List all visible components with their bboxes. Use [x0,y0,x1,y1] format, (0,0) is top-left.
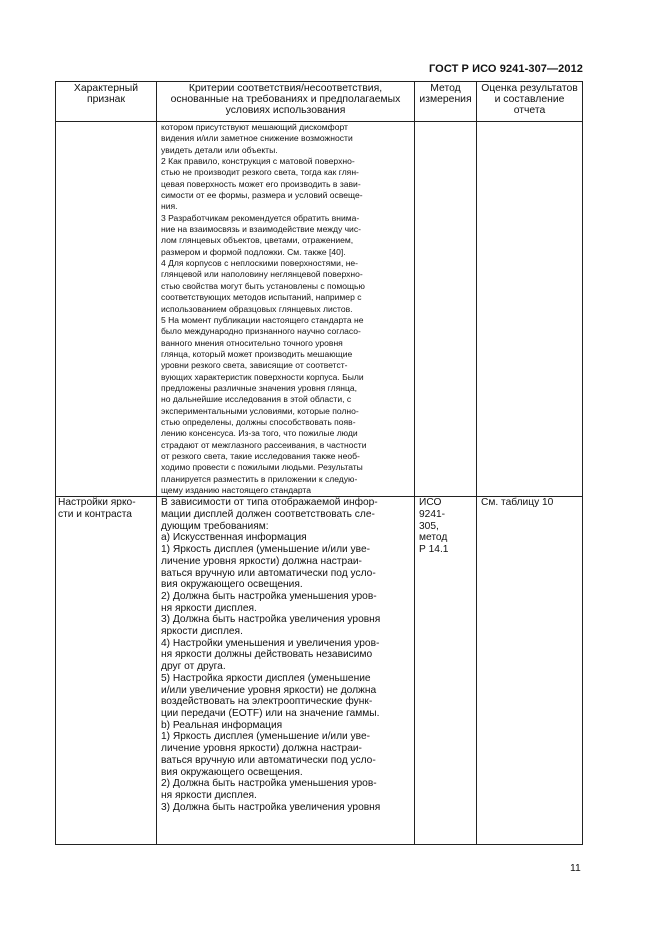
criteria-text-line: соответствующих методов испытаний, например с [161,292,362,303]
criteria-text-line: глянца, который может производить мешающие [161,348,353,359]
column-header-feature: Характерный признак [56,82,157,122]
method-text-line: ИСО [419,497,442,509]
criteria-text-line: В зависимости от типа отображаемой инфор- [161,497,378,509]
criteria-text-line: дующим требованиям: [161,520,269,532]
criteria-text-line: и/или увеличение уровня яркости) не должна [161,684,377,696]
page-number: 11 [570,863,581,874]
criteria-text-line: стью не производит резкого света, тогда как глян- [161,167,359,178]
criteria-text-line: личение уровня яркости) должна настраи- [161,555,362,567]
cell-feature-empty [56,122,157,497]
criteria-text-line: ня яркости дисплея. [161,789,257,801]
criteria-text-line: ня яркости должны действовать независимо [161,649,373,661]
feature-text-line: Настройки ярко- [58,497,136,509]
criteria-text-line: глянцевой или наполовину неглянцевой поверхно- [161,269,363,280]
criteria-text-line: 2) Должна быть настройка уменьшения уров- [161,590,377,602]
criteria-text-line: планируется разместить в приложении к следую- [161,473,358,484]
method-text-line: 9241- [419,509,446,521]
criteria-text-line: симости от ее формы, размера и условий освеще- [161,190,363,201]
criteria-text-line: от резкого света, такие исследования также необ- [161,450,360,461]
criteria-text-line: 1) Яркость дисплея (уменьшение и/или уве- [161,544,371,556]
criteria-text-line: 4) Настройки уменьшения и увеличения уров- [161,637,380,649]
criteria-text-line: вующих характеристик поверхности корпуса. Были [161,371,364,382]
criteria-text-line: 3 Разработчикам рекомендуется обратить внима- [161,212,360,223]
criteria-text-line: ня яркости дисплея. [161,602,257,614]
cell-criteria-gloss [157,122,415,497]
cell-feature-brightness [56,497,157,845]
cell-criteria-brightness [157,497,415,845]
criteria-text-line: щему изданию настоящего стандарта [161,485,311,495]
criteria-text-line: вия окружающего освещения. [161,579,303,591]
table-row-brightness [56,497,583,845]
method-text-line: 305, [419,520,439,532]
criteria-text-line: цевая поверхность может его производить в зави- [161,178,361,189]
table-row-gloss [56,122,583,497]
criteria-text-line: воздействовать на электрооптические функ- [161,696,373,708]
criteria-text-line: друг от друга. [161,661,226,673]
cell-method-empty [415,122,477,497]
column-header-method: Метод измерения [415,82,477,122]
criteria-text-line: увидеть детали или объекты. [161,144,278,155]
method-text-line: метод [419,532,448,544]
criteria-text-line: ние на взаимосвязь и взаимодействие между чис- [161,224,361,235]
criteria-text-line: ции передачи (EOTF) или на значение гаммы. [161,708,380,719]
criteria-text-line: мации дисплей должен соответствовать сле- [161,509,375,521]
criteria-text-line: 3) Должна быть настройка увеличения уровня [161,801,381,813]
cell-evaluation-brightness: См. таблицу 10 [477,497,583,845]
criteria-text-line: ванного мнения относительно точного уровня [161,337,343,348]
criteria-text-line: уровни резкого света, зависящие от соответст- [161,360,348,371]
criteria-text-line: котором присутствуют мешающий дискомфорт [161,122,348,132]
criteria-text-line: стью определены, должны способствовать появ- [161,416,356,427]
criteria-text-line: яркости дисплея. [161,626,243,638]
criteria-text-line: 3) Должна быть настройка увеличения уровня [161,614,381,626]
criteria-text-line: 5) Настройка яркости дисплея (уменьшение [161,672,371,684]
criteria-text-line: лом глянцевых объектов, цветами, отражением, [161,235,354,246]
criteria-text-line: было международно признанного научно согласо- [161,326,361,337]
criteria-text-line: но дальнейшие исследования в этой области, с [161,394,352,405]
criteria-text-line: размером и формой подложки. См. также [40]. [161,246,346,257]
table-header-row [56,82,583,122]
requirements-table [55,81,583,845]
column-header-evaluation: Оценка результатов и составление отчета [477,82,583,122]
column-header-criteria: Критерии соответствия/несоответствия, основанные на требованиях и предполагаемых условиях использования [157,82,415,122]
criteria-text-line: лению консенсуса. Из-за того, что пожилые люди [161,428,358,439]
standard-designation: ГОСТ Р ИСО 9241-307—2012 [428,63,583,75]
criteria-text-line: 4 Для корпусов с неплоскими поверхностями, не- [161,258,359,269]
criteria-text-line: ния. [161,201,178,212]
criteria-text-line: 1) Яркость дисплея (уменьшение и/или уве- [161,731,371,743]
criteria-text-line: предложены различные значения уровня глянца, [161,382,357,393]
criteria-text-line: вия окружающего освещения. [161,766,303,778]
criteria-text-line: a) Искусственная информация [161,532,307,544]
criteria-text-line: ваться вручную или автоматически под усло- [161,754,376,766]
criteria-text-line: использованием образцовых глянцевых листов. [161,303,353,314]
criteria-text-line: ваться вручную или автоматически под усло- [161,567,376,579]
criteria-text-line: стью свойства могут быть установлены с помощью [161,280,365,291]
criteria-text-line: личение уровня яркости) должна настраи- [161,743,362,755]
cell-evaluation-empty [477,122,583,497]
criteria-text-line: видения и/или заметное снижение возможности [161,133,353,144]
feature-text-line: сти и контраста [58,509,132,521]
criteria-text-line: 5 На момент публикации настоящего стандарта не [161,314,364,325]
criteria-text-line: b) Реальная информация [161,719,283,731]
criteria-text-line: 2 Как правило, конструкция с матовой поверхно- [161,156,355,167]
cell-method-brightness [415,497,477,845]
method-text-line: Р 14.1 [419,544,449,556]
criteria-text-line: страдают от межглазного рассеивания, в частности [161,439,367,450]
criteria-text-line: 2) Должна быть настройка уменьшения уров- [161,778,377,790]
criteria-text-line: ходимо провести с пожилыми людьми. Результаты [161,462,363,473]
criteria-text-line: экспериментальными условиями, которые полно- [161,405,359,416]
